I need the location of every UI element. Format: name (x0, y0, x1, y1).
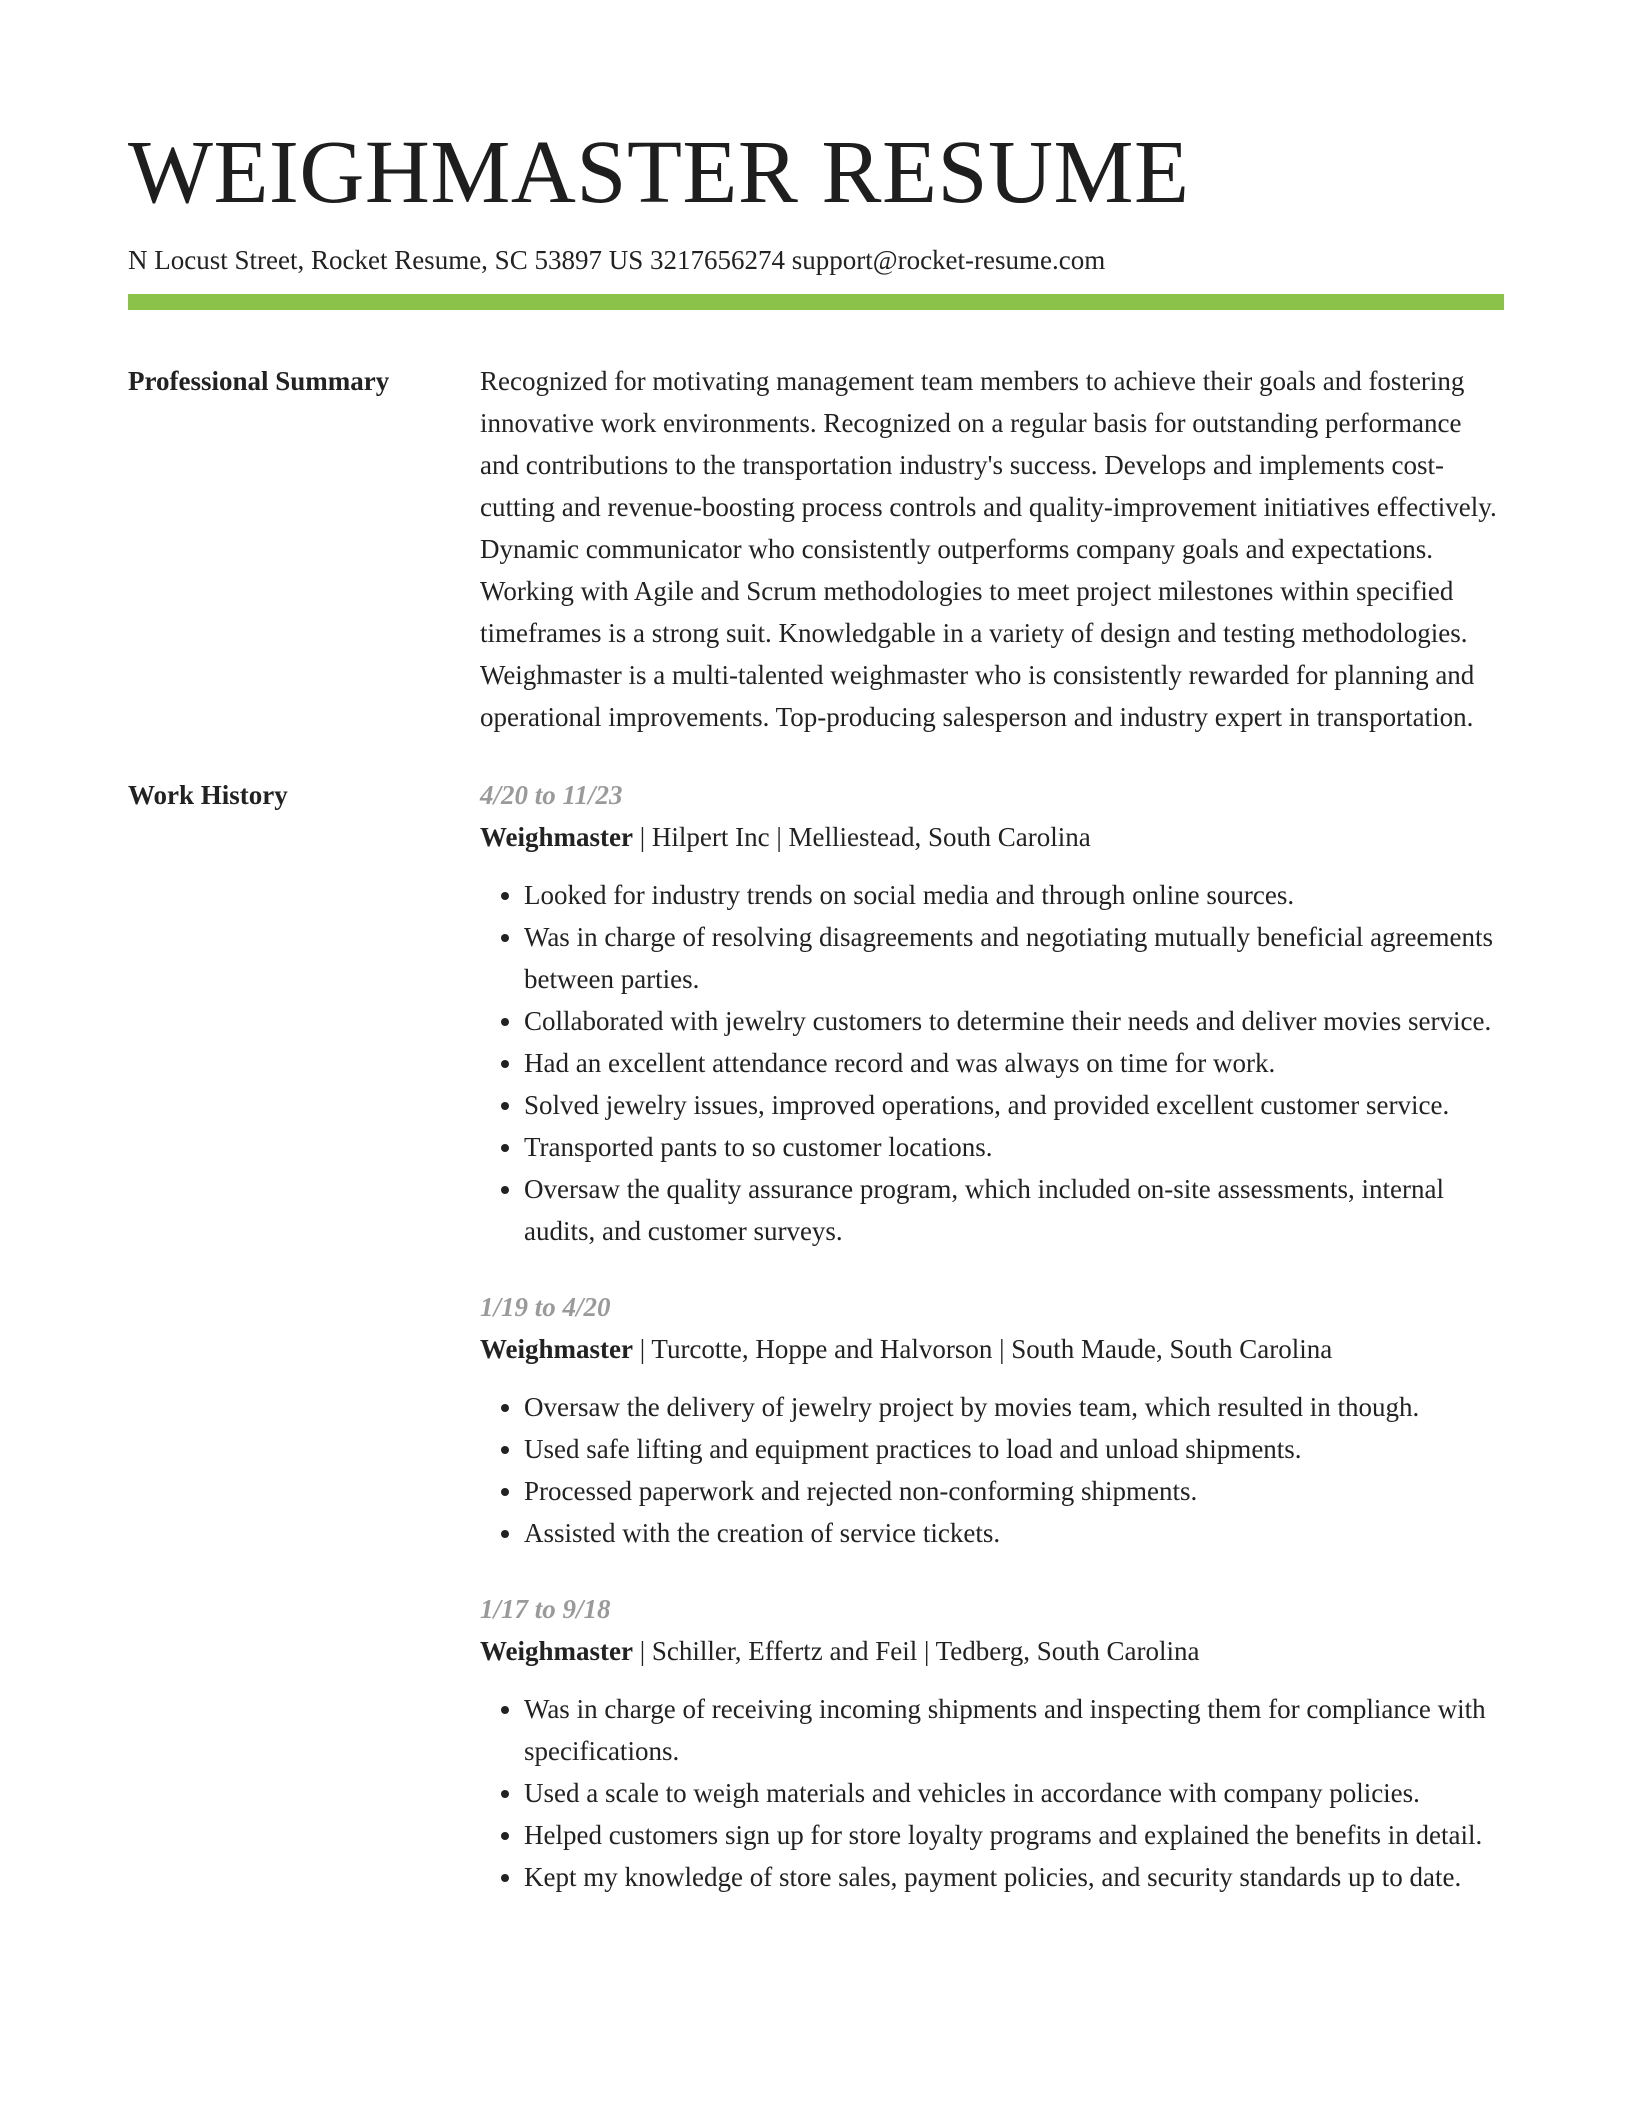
job-bullet: • Transported pants to so customer locations. (524, 1126, 1504, 1168)
job-bullet: • Looked for industry trends on social media and through online sources. (524, 874, 1504, 916)
job-bullet: • Was in charge of resolving disagreements and negotiating mutually beneficial agreements between parties. (524, 916, 1504, 1000)
job-details: | Turcotte, Hoppe and Halvorson | South Maude, South Carolina (632, 1334, 1333, 1364)
job-bullet: • Oversaw the delivery of jewelry project by movies team, which resulted in though. (524, 1386, 1504, 1428)
job-bullet: • Helped customers sign up for store loyalty programs and explained the benefits in detail. (524, 1814, 1504, 1856)
job-title: Weighmaster (480, 822, 633, 852)
work-history-body (480, 774, 1504, 1932)
job-heading (480, 1328, 1504, 1370)
job-bullet: • Was in charge of receiving incoming shipments and inspecting them for compliance with specifications. (524, 1688, 1504, 1772)
job-bullet: • Assisted with the creation of service tickets. (524, 1512, 1504, 1554)
job-bullet: • Collaborated with jewelry customers to determine their needs and deliver movies service. (524, 1000, 1504, 1042)
resume-title: WEIGHMASTER RESUME (128, 123, 1190, 222)
contact-line: N Locust Street, Rocket Resume, SC 53897 US 3217656274 support@rocket-resume.com (128, 245, 1106, 275)
job-title: Weighmaster (480, 1334, 633, 1364)
summary-text: Recognized for motivating management team members to achieve their goals and fostering innovative work environments. Recognized on a regular basis for outstanding performance and contributions to the transportation industry's success. Develops and implements cost-cutting and revenue-boosting process controls and quality-improvement initiatives effectively. Dynamic communicator who consistently outperforms company goals and expectations. Working with Agile and Scrum methodologies to meet project milestones within specified timeframes is a strong suit. Knowledgable in a variety of design and testing methodologies. Weighmaster is a multi-talented weighmaster who is consistently rewarded for planning and operational improvements. Top-producing salesperson and industry expert in transportation. (480, 366, 1497, 732)
job-bullet: • Used a scale to weigh materials and vehicles in accordance with company policies. (524, 1772, 1504, 1814)
job-bullet-list (480, 874, 1504, 1252)
job-bullet: • Kept my knowledge of store sales, payment policies, and security standards up to date. (524, 1856, 1504, 1898)
job-entry (480, 1286, 1504, 1554)
job-bullet: • Solved jewelry issues, improved operations, and provided excellent customer service. (524, 1084, 1504, 1126)
job-bullet: • Oversaw the quality assurance program, which included on-site assessments, internal audits, and customer surveys. (524, 1168, 1504, 1252)
job-bullet: • Had an excellent attendance record and was always on time for work. (524, 1042, 1504, 1084)
job-dates: 1/19 to 4/20 (480, 1292, 611, 1322)
work-history-section (128, 774, 1504, 1932)
job-dates: 1/17 to 9/18 (480, 1594, 611, 1624)
job-bullet: • Used safe lifting and equipment practices to load and unload shipments. (524, 1428, 1504, 1470)
professional-summary-section (128, 360, 1504, 738)
job-title: Weighmaster (480, 1636, 633, 1666)
summary-body (480, 360, 1504, 738)
job-bullet-list (480, 1688, 1504, 1898)
section-label-work-history: Work History (128, 780, 288, 810)
job-bullet-list (480, 1386, 1504, 1554)
section-label-summary: Professional Summary (128, 366, 390, 396)
header-divider (128, 294, 1504, 310)
job-details: | Schiller, Effertz and Feil | Tedberg, South Carolina (632, 1636, 1200, 1666)
job-heading (480, 1630, 1504, 1672)
job-entry (480, 1588, 1504, 1898)
job-bullet: • Processed paperwork and rejected non-conforming shipments. (524, 1470, 1504, 1512)
job-entry (480, 774, 1504, 1252)
job-dates: 4/20 to 11/23 (480, 780, 623, 810)
job-heading (480, 816, 1504, 858)
job-details: | Hilpert Inc | Melliestead, South Carolina (632, 822, 1091, 852)
